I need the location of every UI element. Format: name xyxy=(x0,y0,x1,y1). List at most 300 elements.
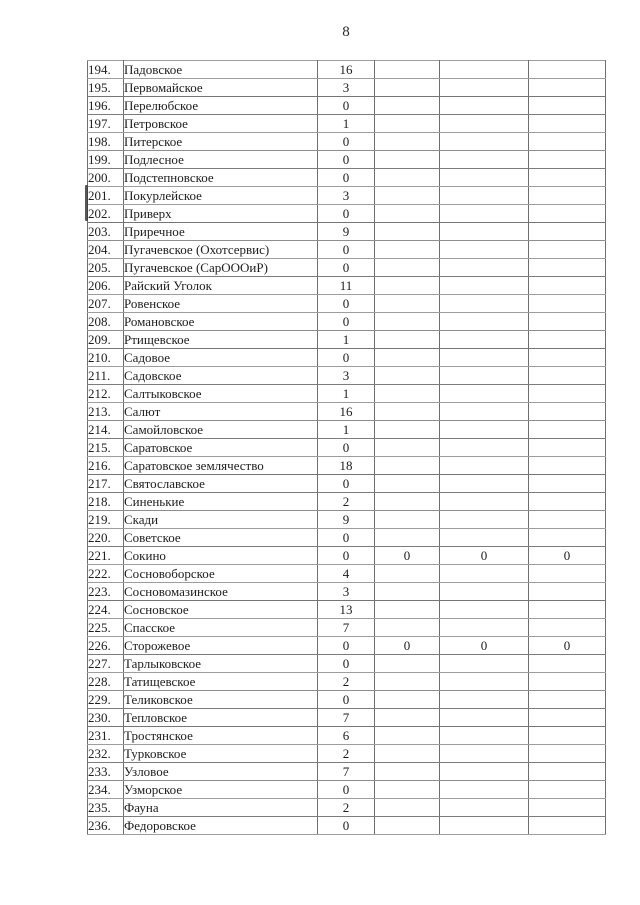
extra-count-cell-3 xyxy=(529,673,606,691)
name-cell: Петровское xyxy=(124,115,318,133)
name-cell: Сосновоборское xyxy=(124,565,318,583)
extra-count-cell-3 xyxy=(529,133,606,151)
extra-count-cell-3 xyxy=(529,475,606,493)
extra-count-cell-2 xyxy=(440,133,529,151)
extra-count-cell-2: 0 xyxy=(440,547,529,565)
row-number-cell: 234. xyxy=(88,781,124,799)
count-cell: 2 xyxy=(318,493,375,511)
extra-count-cell-1 xyxy=(375,511,440,529)
row-number-cell: 211. xyxy=(88,367,124,385)
extra-count-cell-3: 0 xyxy=(529,547,606,565)
extra-count-cell-1: 0 xyxy=(375,547,440,565)
extra-count-cell-1 xyxy=(375,475,440,493)
extra-count-cell-2 xyxy=(440,781,529,799)
extra-count-cell-1 xyxy=(375,493,440,511)
table-row xyxy=(88,691,606,709)
row-number-cell: 199. xyxy=(88,151,124,169)
extra-count-cell-2 xyxy=(440,205,529,223)
table-row xyxy=(88,241,606,259)
page-number: 8 xyxy=(342,24,350,40)
extra-count-cell-2 xyxy=(440,367,529,385)
name-cell: Саратовское xyxy=(124,439,318,457)
extra-count-cell-3 xyxy=(529,583,606,601)
count-cell: 7 xyxy=(318,763,375,781)
row-number-cell: 203. xyxy=(88,223,124,241)
row-number-cell: 233. xyxy=(88,763,124,781)
extra-count-cell-3 xyxy=(529,187,606,205)
extra-count-cell-2 xyxy=(440,799,529,817)
name-cell: Сосновомазинское xyxy=(124,583,318,601)
extra-count-cell-1: 0 xyxy=(375,637,440,655)
row-number-cell: 230. xyxy=(88,709,124,727)
table-row xyxy=(88,439,606,457)
extra-count-cell-1 xyxy=(375,709,440,727)
extra-count-cell-1 xyxy=(375,295,440,313)
extra-count-cell-2 xyxy=(440,187,529,205)
extra-count-cell-3 xyxy=(529,151,606,169)
row-number-cell: 197. xyxy=(88,115,124,133)
extra-count-cell-3 xyxy=(529,799,606,817)
row-number-cell: 224. xyxy=(88,601,124,619)
extra-count-cell-3 xyxy=(529,745,606,763)
table-row xyxy=(88,619,606,637)
count-cell: 11 xyxy=(318,277,375,295)
extra-count-cell-2 xyxy=(440,529,529,547)
table-row xyxy=(88,781,606,799)
count-cell: 3 xyxy=(318,187,375,205)
extra-count-cell-1 xyxy=(375,565,440,583)
row-number-cell: 207. xyxy=(88,295,124,313)
row-number-cell: 222. xyxy=(88,565,124,583)
name-cell: Пугачевское (СарОООиР) xyxy=(124,259,318,277)
extra-count-cell-3 xyxy=(529,619,606,637)
extra-count-cell-3 xyxy=(529,385,606,403)
extra-count-cell-1 xyxy=(375,331,440,349)
name-cell: Спасское xyxy=(124,619,318,637)
row-number-cell: 215. xyxy=(88,439,124,457)
table-row xyxy=(88,367,606,385)
name-cell: Садовое xyxy=(124,349,318,367)
name-cell: Питерское xyxy=(124,133,318,151)
count-cell: 7 xyxy=(318,709,375,727)
extra-count-cell-1 xyxy=(375,781,440,799)
count-cell: 0 xyxy=(318,313,375,331)
count-cell: 0 xyxy=(318,151,375,169)
name-cell: Первомайское xyxy=(124,79,318,97)
name-cell: Турковское xyxy=(124,745,318,763)
extra-count-cell-3 xyxy=(529,655,606,673)
extra-count-cell-1 xyxy=(375,691,440,709)
row-number-cell: 200. xyxy=(88,169,124,187)
table-row xyxy=(88,637,606,655)
row-number-cell: 194. xyxy=(88,61,124,79)
row-number-cell: 204. xyxy=(88,241,124,259)
name-cell: Салтыковское xyxy=(124,385,318,403)
name-cell: Святославское xyxy=(124,475,318,493)
extra-count-cell-2 xyxy=(440,151,529,169)
row-number-cell: 232. xyxy=(88,745,124,763)
extra-count-cell-3 xyxy=(529,817,606,835)
count-cell: 13 xyxy=(318,601,375,619)
extra-count-cell-1 xyxy=(375,313,440,331)
count-cell: 0 xyxy=(318,817,375,835)
row-number-cell: 208. xyxy=(88,313,124,331)
name-cell: Перелюбское xyxy=(124,97,318,115)
extra-count-cell-1 xyxy=(375,673,440,691)
extra-count-cell-2 xyxy=(440,169,529,187)
count-cell: 0 xyxy=(318,133,375,151)
table-row xyxy=(88,799,606,817)
extra-count-cell-2 xyxy=(440,745,529,763)
extra-count-cell-3 xyxy=(529,367,606,385)
extra-count-cell-2 xyxy=(440,817,529,835)
extra-count-cell-3 xyxy=(529,493,606,511)
name-cell: Скади xyxy=(124,511,318,529)
count-cell: 0 xyxy=(318,655,375,673)
extra-count-cell-3 xyxy=(529,781,606,799)
table-row xyxy=(88,727,606,745)
extra-count-cell-2 xyxy=(440,115,529,133)
name-cell: Падовское xyxy=(124,61,318,79)
row-number-cell: 198. xyxy=(88,133,124,151)
extra-count-cell-1 xyxy=(375,655,440,673)
table-row xyxy=(88,187,606,205)
table-row xyxy=(88,763,606,781)
extra-count-cell-2 xyxy=(440,457,529,475)
extra-count-cell-2: 0 xyxy=(440,637,529,655)
table-row xyxy=(88,709,606,727)
name-cell: Фауна xyxy=(124,799,318,817)
row-number-cell: 212. xyxy=(88,385,124,403)
table-row xyxy=(88,61,606,79)
extra-count-cell-3 xyxy=(529,169,606,187)
extra-count-cell-3 xyxy=(529,601,606,619)
extra-count-cell-1 xyxy=(375,259,440,277)
count-cell: 4 xyxy=(318,565,375,583)
name-cell: Сторожевое xyxy=(124,637,318,655)
name-cell: Садовское xyxy=(124,367,318,385)
name-cell: Тепловское xyxy=(124,709,318,727)
row-number-cell: 202. xyxy=(88,205,124,223)
extra-count-cell-2 xyxy=(440,295,529,313)
extra-count-cell-1 xyxy=(375,241,440,259)
extra-count-cell-1 xyxy=(375,619,440,637)
row-number-cell: 196. xyxy=(88,97,124,115)
extra-count-cell-1 xyxy=(375,205,440,223)
extra-count-cell-2 xyxy=(440,655,529,673)
row-number-cell: 236. xyxy=(88,817,124,835)
table-row xyxy=(88,511,606,529)
extra-count-cell-1 xyxy=(375,583,440,601)
extra-count-cell-3 xyxy=(529,205,606,223)
extra-count-cell-2 xyxy=(440,565,529,583)
extra-count-cell-1 xyxy=(375,817,440,835)
name-cell: Самойловское xyxy=(124,421,318,439)
table-row xyxy=(88,295,606,313)
table-row xyxy=(88,403,606,421)
extra-count-cell-1 xyxy=(375,187,440,205)
extra-count-cell-2 xyxy=(440,385,529,403)
table-row xyxy=(88,169,606,187)
extra-count-cell-2 xyxy=(440,763,529,781)
table-row xyxy=(88,331,606,349)
extra-count-cell-2 xyxy=(440,241,529,259)
extra-count-cell-1 xyxy=(375,79,440,97)
table-row xyxy=(88,529,606,547)
extra-count-cell-1 xyxy=(375,601,440,619)
table-row xyxy=(88,313,606,331)
extra-count-cell-1 xyxy=(375,763,440,781)
count-cell: 0 xyxy=(318,547,375,565)
extra-count-cell-3 xyxy=(529,529,606,547)
row-number-cell: 220. xyxy=(88,529,124,547)
table-row xyxy=(88,457,606,475)
extra-count-cell-3 xyxy=(529,439,606,457)
data-table xyxy=(87,60,606,835)
extra-count-cell-1 xyxy=(375,727,440,745)
count-cell: 0 xyxy=(318,529,375,547)
extra-count-cell-2 xyxy=(440,331,529,349)
row-number-cell: 213. xyxy=(88,403,124,421)
name-cell: Подстепновское xyxy=(124,169,318,187)
count-cell: 7 xyxy=(318,619,375,637)
extra-count-cell-1 xyxy=(375,169,440,187)
extra-count-cell-1 xyxy=(375,61,440,79)
extra-count-cell-3 xyxy=(529,277,606,295)
extra-count-cell-2 xyxy=(440,403,529,421)
name-cell: Райский Уголок xyxy=(124,277,318,295)
count-cell: 0 xyxy=(318,259,375,277)
name-cell: Приречное xyxy=(124,223,318,241)
row-number-cell: 205. xyxy=(88,259,124,277)
name-cell: Татищевское xyxy=(124,673,318,691)
name-cell: Подлесное xyxy=(124,151,318,169)
name-cell: Теликовское xyxy=(124,691,318,709)
extra-count-cell-3 xyxy=(529,421,606,439)
extra-count-cell-3: 0 xyxy=(529,637,606,655)
extra-count-cell-2 xyxy=(440,583,529,601)
extra-count-cell-2 xyxy=(440,61,529,79)
name-cell: Узловое xyxy=(124,763,318,781)
extra-count-cell-3 xyxy=(529,313,606,331)
extra-count-cell-1 xyxy=(375,529,440,547)
extra-count-cell-1 xyxy=(375,97,440,115)
extra-count-cell-3 xyxy=(529,691,606,709)
extra-count-cell-3 xyxy=(529,295,606,313)
extra-count-cell-1 xyxy=(375,349,440,367)
row-number-cell: 225. xyxy=(88,619,124,637)
extra-count-cell-3 xyxy=(529,259,606,277)
name-cell: Тарлыковское xyxy=(124,655,318,673)
name-cell: Советское xyxy=(124,529,318,547)
count-cell: 16 xyxy=(318,61,375,79)
extra-count-cell-3 xyxy=(529,511,606,529)
extra-count-cell-1 xyxy=(375,385,440,403)
extra-count-cell-2 xyxy=(440,259,529,277)
row-number-cell: 229. xyxy=(88,691,124,709)
table-row xyxy=(88,655,606,673)
extra-count-cell-3 xyxy=(529,241,606,259)
row-number-cell: 214. xyxy=(88,421,124,439)
extra-count-cell-1 xyxy=(375,151,440,169)
count-cell: 0 xyxy=(318,475,375,493)
name-cell: Покурлейское xyxy=(124,187,318,205)
extra-count-cell-2 xyxy=(440,691,529,709)
extra-count-cell-2 xyxy=(440,709,529,727)
table-row xyxy=(88,745,606,763)
extra-count-cell-2 xyxy=(440,79,529,97)
extra-count-cell-2 xyxy=(440,439,529,457)
count-cell: 3 xyxy=(318,79,375,97)
extra-count-cell-3 xyxy=(529,457,606,475)
count-cell: 3 xyxy=(318,583,375,601)
table-row xyxy=(88,259,606,277)
extra-count-cell-3 xyxy=(529,97,606,115)
extra-count-cell-1 xyxy=(375,133,440,151)
row-number-cell: 235. xyxy=(88,799,124,817)
name-cell: Сокино xyxy=(124,547,318,565)
row-number-cell: 195. xyxy=(88,79,124,97)
extra-count-cell-1 xyxy=(375,799,440,817)
count-cell: 0 xyxy=(318,691,375,709)
count-cell: 3 xyxy=(318,367,375,385)
count-cell: 0 xyxy=(318,781,375,799)
row-number-cell: 228. xyxy=(88,673,124,691)
extra-count-cell-2 xyxy=(440,673,529,691)
extra-count-cell-1 xyxy=(375,403,440,421)
row-number-cell: 223. xyxy=(88,583,124,601)
count-cell: 2 xyxy=(318,799,375,817)
extra-count-cell-2 xyxy=(440,313,529,331)
extra-count-cell-3 xyxy=(529,61,606,79)
scan-artifact xyxy=(85,185,88,221)
count-cell: 1 xyxy=(318,115,375,133)
count-cell: 9 xyxy=(318,223,375,241)
count-cell: 2 xyxy=(318,745,375,763)
extra-count-cell-3 xyxy=(529,223,606,241)
name-cell: Саратовское землячество xyxy=(124,457,318,475)
extra-count-cell-2 xyxy=(440,727,529,745)
table-row xyxy=(88,601,606,619)
row-number-cell: 206. xyxy=(88,277,124,295)
name-cell: Романовское xyxy=(124,313,318,331)
extra-count-cell-2 xyxy=(440,619,529,637)
name-cell: Сосновское xyxy=(124,601,318,619)
count-cell: 6 xyxy=(318,727,375,745)
name-cell: Ровенское xyxy=(124,295,318,313)
count-cell: 0 xyxy=(318,241,375,259)
name-cell: Салют xyxy=(124,403,318,421)
row-number-cell: 201. xyxy=(88,187,124,205)
extra-count-cell-3 xyxy=(529,79,606,97)
row-number-cell: 210. xyxy=(88,349,124,367)
table-row xyxy=(88,493,606,511)
name-cell: Синенькие xyxy=(124,493,318,511)
count-cell: 0 xyxy=(318,439,375,457)
row-number-cell: 231. xyxy=(88,727,124,745)
table-row xyxy=(88,79,606,97)
extra-count-cell-2 xyxy=(440,493,529,511)
row-number-cell: 217. xyxy=(88,475,124,493)
extra-count-cell-3 xyxy=(529,709,606,727)
table-row xyxy=(88,349,606,367)
count-cell: 1 xyxy=(318,331,375,349)
count-cell: 16 xyxy=(318,403,375,421)
count-cell: 18 xyxy=(318,457,375,475)
extra-count-cell-3 xyxy=(529,727,606,745)
extra-count-cell-2 xyxy=(440,277,529,295)
extra-count-cell-3 xyxy=(529,115,606,133)
extra-count-cell-2 xyxy=(440,511,529,529)
count-cell: 0 xyxy=(318,97,375,115)
extra-count-cell-1 xyxy=(375,223,440,241)
table-row xyxy=(88,817,606,835)
table-row xyxy=(88,565,606,583)
table-row xyxy=(88,421,606,439)
count-cell: 1 xyxy=(318,385,375,403)
extra-count-cell-2 xyxy=(440,349,529,367)
row-number-cell: 226. xyxy=(88,637,124,655)
count-cell: 0 xyxy=(318,349,375,367)
row-number-cell: 216. xyxy=(88,457,124,475)
table-row xyxy=(88,223,606,241)
row-number-cell: 209. xyxy=(88,331,124,349)
table-row xyxy=(88,97,606,115)
table-row xyxy=(88,205,606,223)
row-number-cell: 221. xyxy=(88,547,124,565)
name-cell: Пугачевское (Охотсервис) xyxy=(124,241,318,259)
table-row xyxy=(88,583,606,601)
count-cell: 0 xyxy=(318,169,375,187)
table-row xyxy=(88,133,606,151)
extra-count-cell-1 xyxy=(375,367,440,385)
extra-count-cell-3 xyxy=(529,763,606,781)
row-number-cell: 218. xyxy=(88,493,124,511)
table-row xyxy=(88,151,606,169)
name-cell: Узморское xyxy=(124,781,318,799)
count-cell: 1 xyxy=(318,421,375,439)
count-cell: 0 xyxy=(318,205,375,223)
name-cell: Приверх xyxy=(124,205,318,223)
name-cell: Ртищевское xyxy=(124,331,318,349)
extra-count-cell-1 xyxy=(375,457,440,475)
extra-count-cell-3 xyxy=(529,403,606,421)
count-cell: 0 xyxy=(318,295,375,313)
count-cell: 9 xyxy=(318,511,375,529)
extra-count-cell-1 xyxy=(375,421,440,439)
extra-count-cell-2 xyxy=(440,601,529,619)
table-row xyxy=(88,385,606,403)
table-row xyxy=(88,277,606,295)
extra-count-cell-1 xyxy=(375,115,440,133)
row-number-cell: 227. xyxy=(88,655,124,673)
name-cell: Федоровское xyxy=(124,817,318,835)
extra-count-cell-3 xyxy=(529,349,606,367)
extra-count-cell-2 xyxy=(440,97,529,115)
extra-count-cell-1 xyxy=(375,745,440,763)
count-cell: 0 xyxy=(318,637,375,655)
name-cell: Тростянское xyxy=(124,727,318,745)
extra-count-cell-2 xyxy=(440,475,529,493)
extra-count-cell-3 xyxy=(529,565,606,583)
extra-count-cell-2 xyxy=(440,223,529,241)
extra-count-cell-3 xyxy=(529,331,606,349)
extra-count-cell-1 xyxy=(375,439,440,457)
extra-count-cell-2 xyxy=(440,421,529,439)
table-row xyxy=(88,673,606,691)
table-row xyxy=(88,115,606,133)
table-row xyxy=(88,547,606,565)
